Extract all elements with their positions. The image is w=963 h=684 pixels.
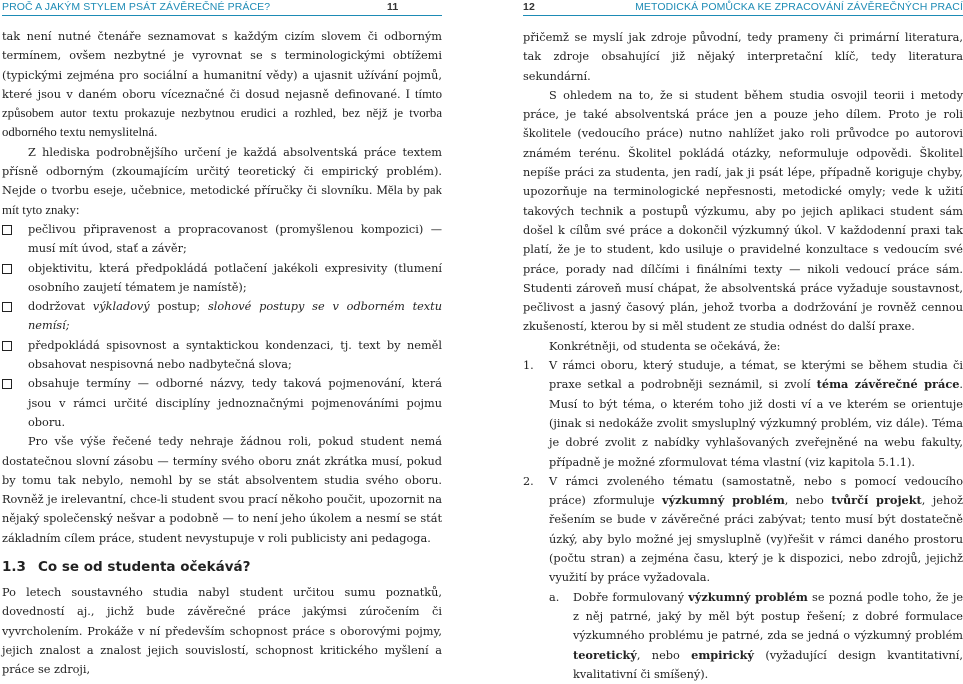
right-paragraph-2: S ohledem na to, že si student během studia osvojil teorii i metody práce, je také absolventská práce jen a pouze jeho dílem. Proto je roli školitele (vedoucího práce) nutno nahlížet jako roli průvodce po autorovi známém terénu. Školitel pokládá otázky, neformuluje odpovědi. Školitel nepíše práci za studenta, jen radí, jak ji psát lépe, případně koriguje chyby, upozorňuje na terminologické nepřesnosti, metodické omyly; vede k užití takových technik a postupů výzkumu, aby po jejich aplikaci student sám došel k cílům své práce a dokončil výzkumný úkol. V každodenní praxi tak platí, že je to student, kdo usiluje o pravidelné konzultace s vedoucím své práce, porady nad dílčími i finálními texty — nikoli vedoucí práce sám. Studenti zároveň musí chápat, že absolventská práce vyžaduje soustavnost, pečlivost a jasný časový plán, jehož tvorba a dodržování je rovněž cennou zkušeností, kterou by si měl student ze studia odnést do další praxe. xyxy=(523,88,963,334)
list-item-number: 2. xyxy=(523,474,534,488)
left-header-rule xyxy=(2,15,442,16)
right-paragraph-1: přičemž se myslí jak zdroje původní, tedy prameny či primární literatura, tak zdroje obsahující již nějaký interpretační klíč, tedy literatura sekundární. xyxy=(523,31,963,83)
right-body xyxy=(523,28,963,684)
section-heading xyxy=(2,557,442,577)
left-page xyxy=(2,0,442,677)
list-item: dodržovat výkladový postup; slohové postupy se v odborném textu nemísí; xyxy=(2,297,442,336)
section-number: 1.3 xyxy=(2,559,26,576)
list-item: objektivitu, která předpokládá potlačení jakékoli expresivity (tlumení osobního zaujetí tématem je namístě); xyxy=(2,259,442,298)
list-item: předpokládá spisovnost a syntaktickou kondenzaci, tj. text by neměl obsahovat nespisovná nebo nadbytečná slova; xyxy=(2,336,442,375)
list-item: 1. V rámci oboru, který studuje, a témat, se kterými se během studia či praxe setkal a podrobněji seznámil, si zvolí téma závěrečné práce. Musí to být téma, o kterém toho již dosti ví a ve kterém se orientuje (jinak si nedokáže zvolit smysluplný výzkumný problém, viz dále). Téma je dobré zvolit z nabídky vyhlašovaných zveřejněné na webu fakulty, případně je možné zformulovat téma vlastní (viz kapitola 5.1.1). xyxy=(523,356,963,472)
left-paragraph-2: Z hlediska podrobnějšího určení je každá absolventská práce textem přísně odborným (zkoumajícím určitý teoretický či empirický problém). Nejde o tvorbu eseje, učebnice, metodické příručky či slovníku. Měla by pak mít tyto znaky: xyxy=(2,145,442,217)
checkbox-square-icon xyxy=(2,341,12,351)
right-header-title: METODICKÁ POMŮCKA KE ZPRACOVÁNÍ ZÁVĚREČNÝCH PRACÍ xyxy=(635,1,963,13)
sub-list xyxy=(549,588,963,684)
traits-list xyxy=(2,220,442,432)
left-running-header xyxy=(2,0,442,16)
sub-list-item-letter: a. xyxy=(549,590,560,604)
left-page-number: 11 xyxy=(387,1,399,13)
right-page-number: 12 xyxy=(523,1,535,13)
right-paragraph-3: Konkrétněji, od studenta se očekává, že: xyxy=(549,339,781,353)
left-paragraph-4: Po letech soustavného studia nabyl student určitou sumu poznatků, dovedností aj., jichž bude závěrečné práce jakýmsi zúročením či vyvrcholením. Prokáže v ní především schopnost práce s oborovými pojmy, jejich znalost a znalost jejich souvislostí, schopnost kritického myšlení a práce se zdroji, xyxy=(2,586,442,677)
right-running-header xyxy=(523,0,963,16)
list-item: obsahuje termíny — odborné názvy, tedy taková pojmenování, která jsou v rámci určité disciplíny jednoznačnými pojmenováními pojmu oboru. xyxy=(2,374,442,432)
list-item: pečlivou připravenost a propracovanost (promyšlenou kompozici) — musí mít úvod, stať a závěr; xyxy=(2,220,442,259)
left-paragraph-3: Pro vše výše řečené tedy nehraje žádnou roli, pokud student nemá dostatečnou slovní zásobu — termíny svého oboru znát zkrátka musí, pokud by tomu tak nebylo, nemohl by se stát absolventem studia svého oboru. Rovněž je irelevantní, chce-li student svou prací někoho poučit, upozornit na nějaký společenský nešvar a podobně — to není jeho úkolem a nesmí se stát základním cílem práce, student nevystupuje v roli publicisty ani pedagoga. xyxy=(2,435,442,545)
sub-list-item: a. Dobře formulovaný výzkumný problém se pozná podle toho, že je z něj patrné, jaký by měl být postup řešení; z dobré formulace výzkumného problému je patrné, zda se jedná o výzkumný problém teoretický, nebo empirický (vyžadující design kvantitativní, kvalitativní či smíšený). xyxy=(549,589,963,681)
list-item: 2. V rámci zvoleného tématu (samostatně, nebo s pomocí vedoucího práce) zformuluje výzkumný problém, nebo tvůrčí projekt, jehož řešením se bude v závěrečné práci zabývat; tento musí být dostatečně úzký, aby bylo možné jej smysluplně (vy)řešit v rámci daného prostoru (počtu stran) a zejména času, který je k dispozici, nebo zdrojů, jejichž využití by práce vyžadovala. a. Dobře formulovaný výzkumný problém se pozná podle toho, že je z něj patrné, jaký by měl být postup řešení; z dobré formulace výzkumného problému je patrné, zda se jedná o výzkumný problém teoretický, nebo empirický (vyžadující design kvantitativní, kvalitativní či smíšený). xyxy=(523,472,963,684)
left-header-title: PROČ A JAKÝM STYLEM PSÁT ZÁVĚREČNÉ PRÁCE? xyxy=(2,1,271,13)
expectations-list xyxy=(523,356,963,684)
section-title: Co se od studenta očekává? xyxy=(38,559,251,576)
list-item-number: 1. xyxy=(523,359,534,373)
checkbox-square-icon xyxy=(2,264,12,274)
right-page xyxy=(523,0,963,681)
left-paragraph-1: tak není nutné čtenáře seznamovat s každým cizím slovem či odborným termínem, ovšem nezbytné je vyrovnat se s terminologickými obtížemi (typickými zejména pro sociální a humanitní vědy) a ujasnit užívání pojmů, které jsou v daném oboru víceznačné či dosud nejasně definované. I tímto způsobem autor textu prokazuje nezbytnou erudici a rozhled, bez nějž je tvorba odborného textu nemyslitelná. xyxy=(2,30,442,140)
checkbox-square-icon xyxy=(2,225,12,235)
checkbox-square-icon xyxy=(2,302,12,312)
right-header-rule xyxy=(523,15,963,16)
left-body xyxy=(2,27,442,680)
checkbox-square-icon xyxy=(2,379,12,389)
